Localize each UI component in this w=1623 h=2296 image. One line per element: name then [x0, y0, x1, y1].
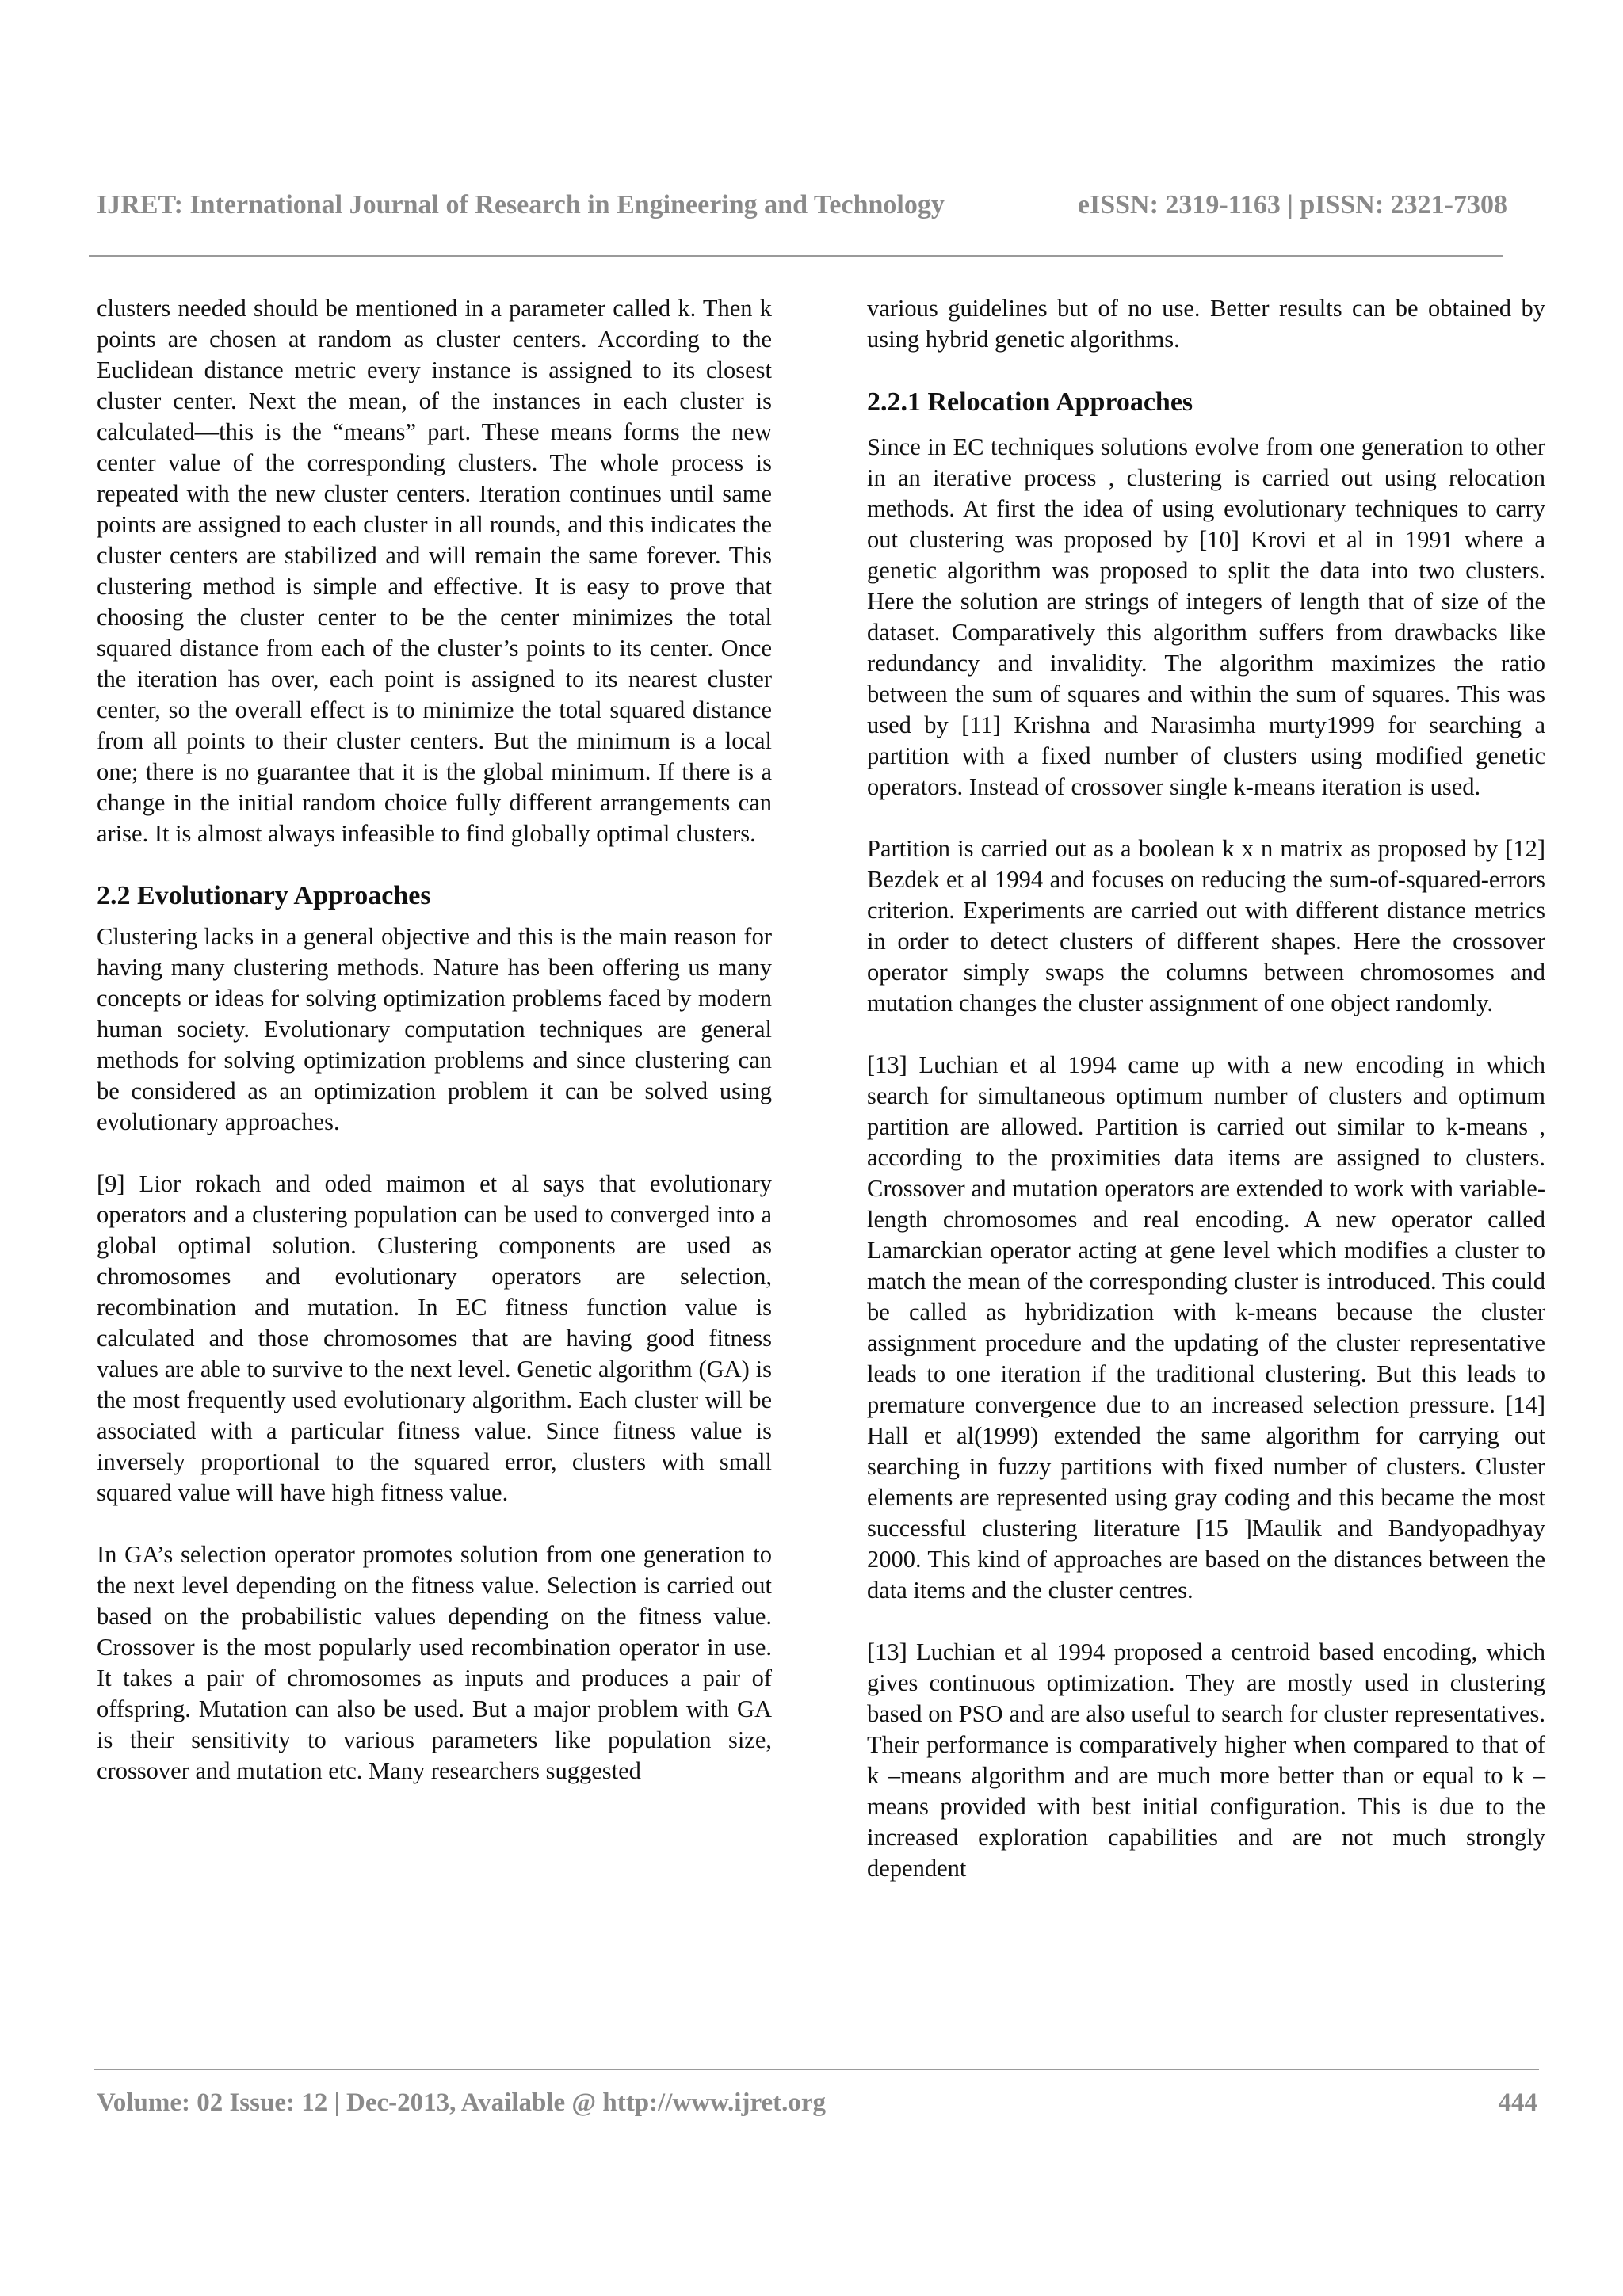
- right-column: [867, 293, 1545, 1884]
- paragraph: Since in EC techniques solutions evolve from one generation to other in an iterative process , clustering is carried out using relocation methods. At first the idea of using evolutionary techniques to carry out clustering was proposed by [10] Krovi et al in 1991 where a genetic algorithm was proposed to split the data into two clusters. Here the solution are strings of integers of length that of size of the dataset. Comparatively this algorithm suffers from drawbacks like redundancy and invalidity. The algorithm maximizes the ratio between the sum of squares and within the sum of squares. This was used by [11] Krishna and Narasimha murty1999 for searching a partition with a fixed number of clusters using modified genetic operators. Instead of crossover single k-means iteration is used.: [867, 433, 1545, 800]
- paragraph-gap: [97, 1508, 772, 1539]
- header-rule: [89, 255, 1503, 257]
- paragraph-gap: [97, 849, 772, 880]
- paragraph: various guidelines but of no use. Better results can be obtained by using hybrid genetic algorithms.: [867, 295, 1545, 353]
- paragraph-gap: [867, 803, 1545, 833]
- running-header: [97, 190, 1507, 235]
- paragraph: [13] Luchian et al 1994 proposed a centroid based encoding, which gives continuous optimization. They are mostly used in clustering based on PSO and are also useful to search for cluster representatives. Their performance is comparatively higher when compared to that of k –means algorithm and are much more better than or equal to k –means provided with best initial configuration. This is due to the increased exploration capabilities and are not much strongly dependent: [867, 1638, 1545, 1882]
- footer-rule: [94, 2069, 1539, 2070]
- running-footer: [97, 2088, 1537, 2128]
- page-number: 444: [1498, 2088, 1537, 2117]
- paragraph: Clustering lacks in a general objective and this is the main reason for having many clustering methods. Nature has been offering us many concepts or ideas for solving optimization problems faced by modern human society. Evolutionary computation techniques are general methods for solving optimization problems and since clustering can be considered as an optimization problem it can be solved using evolutionary approaches.: [97, 923, 772, 1135]
- paragraph-gap: [97, 1138, 772, 1169]
- section-heading: 2.2 Evolutionary Approaches: [97, 881, 431, 910]
- left-column: [97, 293, 772, 1787]
- paragraph-gap: [867, 1019, 1545, 1050]
- volume-info: Volume: 02 Issue: 12 | Dec-2013, Available @ http://www.ijret.org: [97, 2088, 827, 2117]
- paragraph: [13] Luchian et al 1994 came up with a new encoding in which search for simultaneous optimum number of clusters and optimum partition are allowed. Partition is carried out similar to k-means , according to the proximities data items are assigned to clusters. Crossover and mutation operators are extended to work with variable-length chromosomes and real encoding. A new operator called Lamarckian operator acting at gene level which modifies a cluster to match the mean of the corresponding cluster is introduced. This could be called as hybridization with k-means because the cluster assignment procedure and the updating of the cluster representative leads to one iteration if the traditional clustering. But this leads to premature convergence due to an increased selection pressure. [14] Hall et al(1999) extended the same algorithm for carrying out searching in fuzzy partitions with fixed number of clusters. Cluster elements are represented using gray coding and this became the most successful clustering literature [15 ]Maulik and Bandyopadhyay 2000. This kind of approaches are based on the distances between the data items and the cluster centres.: [867, 1051, 1545, 1604]
- heading-gap: [97, 911, 772, 921]
- heading-gap: [867, 418, 1545, 432]
- subsection-heading: 2.2.1 Relocation Approaches: [867, 387, 1193, 417]
- paragraph: [9] Lior rokach and oded maimon et al says that evolutionary operators and a clustering population can be used to converged into a global optimal solution. Clustering components are used as chromosomes and evolutionary operators are selection, recombination and mutation. In EC fitness function value is calculated and those chromosomes that are having good fitness values are able to survive to the next level. Genetic algorithm (GA) is the most frequently used evolutionary algorithm. Each cluster will be associated with a particular fitness value. Since fitness value is inversely proportional to the squared error, clusters with small squared value will have high fitness value.: [97, 1170, 772, 1506]
- paragraph: In GA’s selection operator promotes solution from one generation to the next level depending on the fitness value. Selection is carried out based on the probabilistic values depending on the fitness value. Crossover is the most popularly used recombination operator in use. It takes a pair of chromosomes as inputs and produces a pair of offspring. Mutation can also be used. But a major problem with GA is their sensitivity to various parameters like population size, crossover and mutation etc. Many researchers suggested: [97, 1541, 772, 1784]
- paragraph-gap: [867, 1606, 1545, 1637]
- paragraph: Partition is carried out as a boolean k x n matrix as proposed by [12] Bezdek et al 1994 and focuses on reducing the sum-of-squared-errors criterion. Experiments are carried out with different distance metrics in order to detect clusters of different shapes. Here the crossover operator simply swaps the columns between chromosomes and mutation changes the cluster assignment of one object randomly.: [867, 835, 1545, 1016]
- journal-name: IJRET: International Journal of Research in Engineering and Technology: [97, 190, 945, 219]
- paragraph-gap: [867, 355, 1545, 387]
- paragraph: clusters needed should be mentioned in a parameter called k. Then k points are chosen at random as cluster centers. According to the Euclidean distance metric every instance is assigned to its closest cluster center. Next the mean, of the instances in each cluster is calculated—this is the “means” part. These means forms the new center value of the corresponding clusters. The whole process is repeated with the new cluster centers. Iteration continues until same points are assigned to each cluster in all rounds, and this indicates the cluster centers are stabilized and will remain the same forever. This clustering method is simple and effective. It is easy to prove that choosing the cluster center to be the center minimizes the total squared distance from each of the cluster’s points to its center. Once the iteration has over, each point is assigned to its nearest cluster center, so the overall effect is to minimize the total squared distance from all points to their cluster centers. But the minimum is a local one; there is no guarantee that it is the global minimum. If there is a change in the initial random choice fully different arrangements can arise. It is almost always infeasible to find globally optimal clusters.: [97, 295, 772, 847]
- issn-numbers: eISSN: 2319-1163 | pISSN: 2321-7308: [1077, 190, 1507, 219]
